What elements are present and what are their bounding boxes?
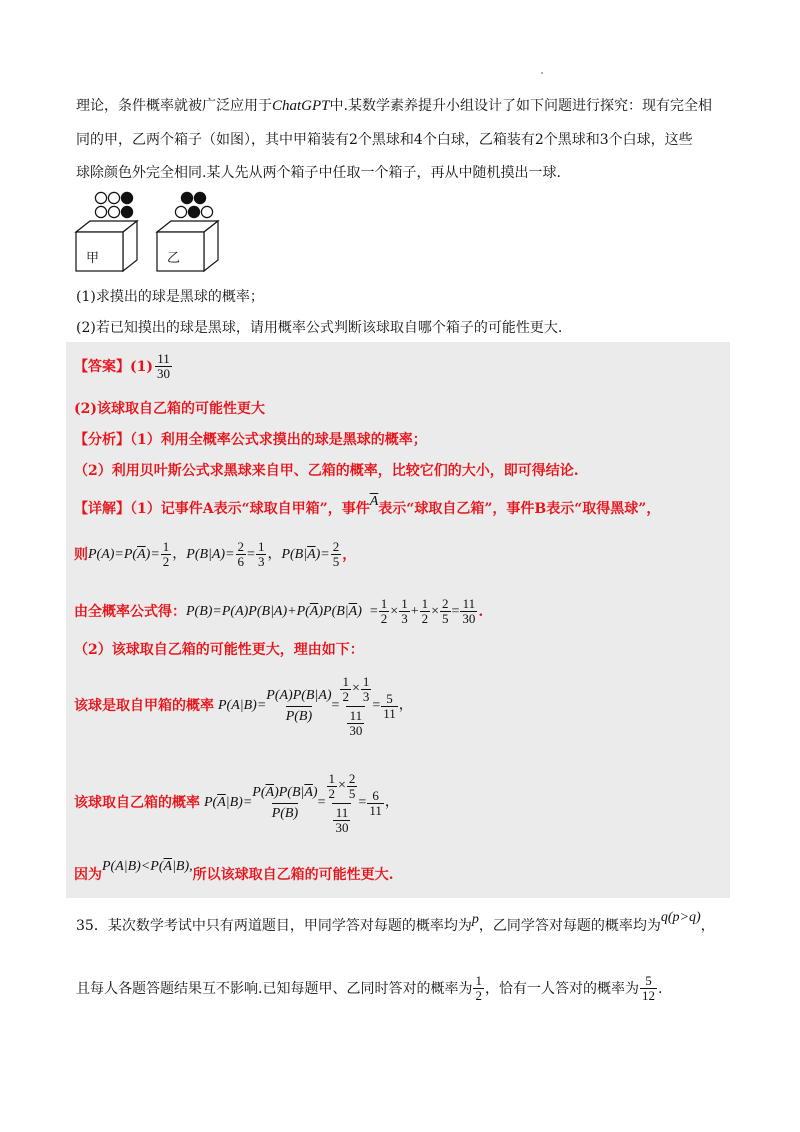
fraction-denominator: 30 [349, 722, 363, 738]
fraction-numerator: 11 [462, 596, 476, 611]
math-q: q(p>q) [660, 910, 701, 925]
question-2: (2)若已知摸出的球是黑球，请用概率公式判断该球取自哪个箱子的可能性更大. [76, 320, 563, 336]
page-dot-mark [541, 72, 543, 74]
fraction [460, 597, 477, 626]
fraction-numerator: 2 [332, 539, 340, 554]
intro-text: 中.某数学素养提升小组设计了如下问题进行探究：现有完全相 [329, 98, 712, 114]
fraction-numerator: P(A)P(B|A) [266, 687, 332, 703]
compound-denominator [332, 803, 351, 835]
fraction-denominator: 30 [157, 366, 170, 381]
question-1: (1)求摸出的球是黑球的概率； [76, 289, 264, 305]
fraction-numerator: 1 [257, 539, 265, 554]
period: . [478, 603, 484, 620]
intro-line-2: 同的甲，乙两个箱子（如图），其中甲箱装有2个黑球和4个白球，乙箱装有2个黑球和3个白球，这些 [76, 132, 693, 148]
math-expr: P( [252, 784, 266, 800]
math-expr: P(B)=P(A)P(B|A)+P( [186, 603, 310, 619]
q35-text: . [657, 980, 663, 997]
math-expr: P(A)=P( [88, 546, 138, 562]
math-expr: )= [315, 546, 330, 562]
plus: + [410, 603, 419, 619]
detail-line [74, 494, 661, 519]
comma: ， [384, 795, 399, 810]
pabarb-line [74, 767, 399, 839]
total-prob-label: 由全概率公式得： [74, 603, 186, 620]
box-a-label: 甲 [86, 251, 100, 266]
fraction-denominator: 2 [475, 988, 482, 1003]
fraction-numerator: 11 [349, 707, 363, 723]
equals: = [247, 546, 255, 562]
fraction-numerator: 11 [335, 804, 349, 820]
compound-fraction [339, 675, 372, 738]
fraction [340, 675, 351, 704]
analysis-2: （2）利用贝叶斯公式求黑球来自甲、乙箱的概率，比较它们的大小，即可得结论. [74, 463, 579, 479]
fraction [440, 597, 451, 626]
fraction [381, 692, 398, 721]
comma: ， [267, 546, 282, 562]
box-a-balls [95, 192, 132, 217]
conclusion-line [74, 859, 394, 884]
math-expr: )P(B| [274, 784, 305, 800]
fraction-denominator: 12 [641, 988, 655, 1003]
ball-a-label: 该球是取自甲箱的概率 [74, 698, 214, 714]
math-expr: P( [204, 795, 218, 810]
q35-line-1 [76, 910, 736, 935]
intro-line-1 [76, 97, 712, 115]
fraction-denominator: 2 [421, 611, 429, 626]
fraction-denominator: 2 [342, 688, 349, 704]
math-p: p [471, 912, 479, 927]
math-expr: ) [312, 784, 318, 800]
math-expr: |B), [172, 859, 193, 874]
math-abar: $\overline{A}$ [163, 859, 173, 874]
then-text: 则 [74, 546, 88, 563]
times: × [338, 778, 346, 793]
fraction [361, 675, 372, 704]
math-abar: $\overline{A}$ [304, 784, 313, 800]
compound-numerator [326, 772, 359, 803]
q35-text: ， [700, 918, 715, 934]
math-expr: P(B|A)= [186, 546, 235, 562]
comma: ， [398, 698, 413, 713]
times: × [390, 603, 399, 619]
fraction [379, 597, 390, 626]
answer-part-2: (2)该球取自乙箱的可能性更大 [74, 401, 265, 417]
fraction-denominator: 11 [369, 802, 382, 818]
inequality [102, 857, 193, 876]
fraction-denominator: P(B) [272, 803, 298, 824]
fraction-numerator: 11 [157, 351, 170, 366]
pab-line [74, 670, 413, 742]
part-2-heading: （2）该球取自乙箱的可能性更大，理由如下： [74, 642, 364, 658]
detail-text: 表示“球取自乙箱”，事件B表示“取得黑球”， [378, 501, 661, 517]
fraction-denominator: 2 [162, 554, 170, 569]
bayes-fraction [252, 783, 317, 824]
fraction [256, 540, 267, 569]
fraction-numerator: 1 [380, 596, 388, 611]
fraction-numerator: 1 [362, 673, 370, 689]
fraction-numerator: 2 [442, 596, 449, 611]
fraction [347, 709, 364, 738]
fraction-denominator: 6 [237, 554, 245, 569]
q35-text: 35．某次数学考试中只有两道题目，甲同学答对每题的概率均为 [76, 918, 472, 934]
equals: = [369, 603, 378, 619]
fraction [331, 540, 342, 569]
intro-line-3: 球除颜色外完全相同.某人先从两个箱子中任取一个箱子，再从中随机摸出一球. [76, 165, 561, 181]
equals: = [331, 698, 340, 713]
detail-text: 【详解】（1）记事件A表示“球取自甲箱”，事件 [74, 501, 370, 517]
box-b-balls [175, 192, 212, 217]
fraction-numerator [252, 783, 317, 803]
fraction-denominator: 3 [362, 688, 370, 704]
math-abar: $\overline{A}$ [265, 784, 275, 800]
equals: = [372, 698, 381, 713]
fraction-numerator: 1 [475, 973, 482, 988]
fraction-numerator: 1 [162, 539, 170, 554]
fraction-numerator: 1 [342, 673, 349, 689]
math-expr: P(A|B)= [218, 698, 267, 713]
fraction-numerator: 5 [386, 690, 393, 706]
fraction-denominator: 2 [380, 611, 388, 626]
fraction-denominator: P(B) [286, 706, 312, 727]
fraction [367, 789, 384, 818]
analysis-1: 【分析】（1）利用全概率公式求摸出的球是黑球的概率； [74, 432, 427, 448]
fraction-denominator: 2 [328, 785, 335, 801]
fraction-denominator: 5 [332, 554, 340, 569]
answer-label: 【答案】(1) [74, 358, 153, 375]
compound-numerator [339, 675, 372, 706]
fraction [399, 597, 410, 626]
fraction-numerator: 1 [401, 596, 408, 611]
fraction-denominator: 3 [401, 611, 408, 626]
chatgpt-text: ChatGPT [272, 98, 330, 114]
fraction [473, 974, 484, 1003]
fraction-denominator: 30 [462, 611, 476, 626]
fraction [347, 772, 358, 801]
math-expr: |B)= [225, 795, 253, 810]
times: × [431, 603, 439, 619]
math-abar: $\overline{A}$ [348, 603, 358, 619]
box-b-label: 乙 [167, 251, 181, 266]
fraction-numerator: 5 [645, 973, 652, 988]
q35-text: ，乙同学答对每题的概率均为 [478, 918, 661, 934]
math-abar: $\overline{A}$ [137, 546, 146, 562]
fraction-denominator: 11 [383, 705, 396, 721]
fraction [333, 806, 350, 835]
math-abar: $\overline{A}$ [307, 546, 316, 562]
math-abar: $\overline{A}$ [217, 795, 226, 810]
math-expr: )P(B| [318, 603, 349, 619]
comma: ， [342, 546, 357, 563]
equals: = [358, 795, 367, 810]
conclusion-text: 所以该球取自乙箱的可能性更大. [192, 867, 394, 883]
fraction-numerator: 1 [328, 770, 335, 786]
fraction-numerator: 6 [372, 787, 379, 803]
comma: ， [172, 546, 187, 562]
fraction-denominator: 3 [257, 554, 265, 569]
q35-text: ，恰有一人答对的概率为 [484, 980, 639, 997]
times: × [351, 681, 360, 696]
compound-fraction [326, 772, 359, 835]
math-abar: $\overline{A}$ [309, 603, 319, 619]
answer-line [74, 352, 173, 381]
q35-text: 且每人各题答题结果互不影响.已知每题甲、乙同时答对的概率为 [76, 980, 473, 997]
a-bar-symbol: $\overline{A}$ [369, 494, 379, 509]
fraction-numerator: 2 [348, 770, 356, 786]
fraction-denominator: 5 [442, 611, 449, 626]
math-expr: ) [357, 603, 362, 619]
probabilities-line [74, 540, 356, 569]
equals: = [317, 795, 326, 810]
math-expr: P(B| [281, 546, 308, 562]
fraction-numerator: 1 [421, 596, 429, 611]
fraction [640, 974, 657, 1003]
fraction-denominator: 5 [348, 785, 356, 801]
fraction [161, 540, 172, 569]
ball-b-label: 该球取自乙箱的概率 [74, 795, 200, 811]
fraction [327, 772, 338, 801]
math-expr: P(A|B)<P( [102, 859, 164, 874]
total-probability-line [74, 597, 483, 626]
fraction [236, 540, 247, 569]
answer-fraction [155, 352, 172, 381]
fraction-denominator: 30 [335, 819, 349, 835]
equals: = [451, 603, 460, 619]
bayes-fraction [266, 686, 331, 727]
fraction-numerator: 2 [237, 539, 245, 554]
math-expr: )= [145, 546, 160, 562]
q35-line-2 [76, 974, 662, 1003]
fraction [420, 597, 431, 626]
intro-text: 理论，条件概率就被广泛应用于 [76, 98, 272, 114]
because-text: 因为 [74, 867, 102, 883]
compound-denominator [346, 706, 365, 738]
